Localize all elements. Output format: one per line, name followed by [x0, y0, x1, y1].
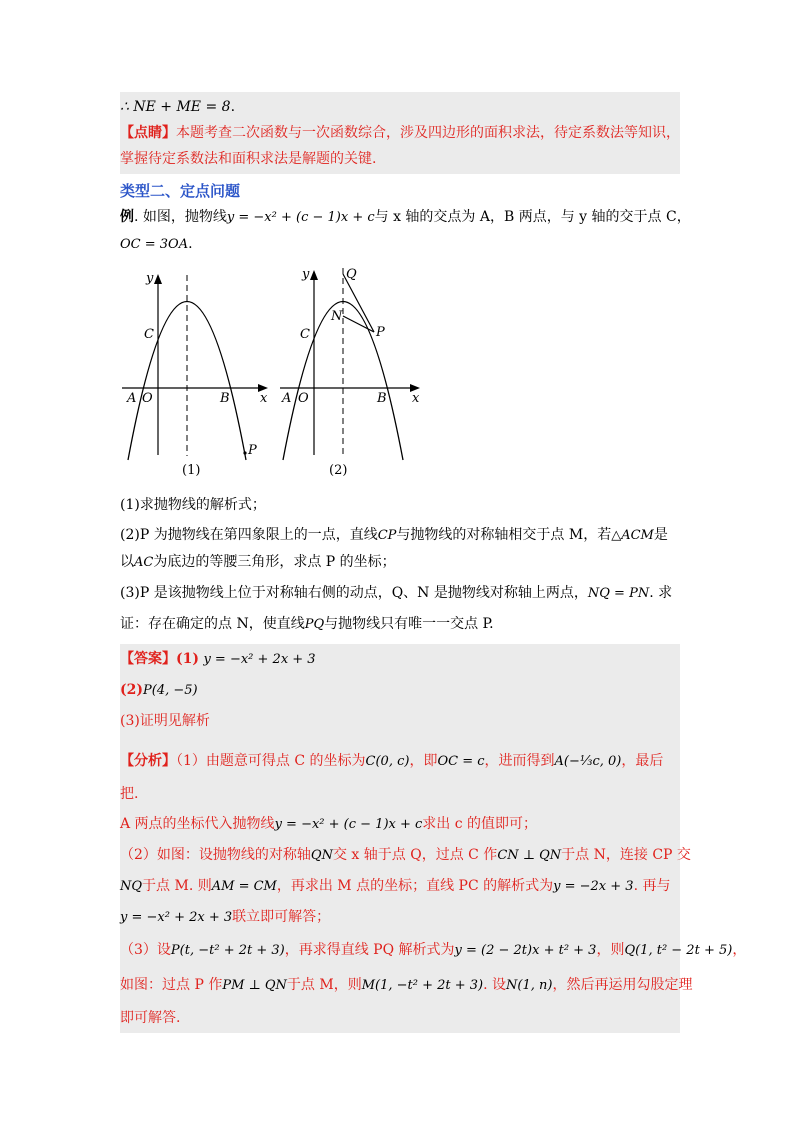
- answer-line-1: [120, 644, 680, 675]
- q2-acm: △ACM: [611, 528, 654, 543]
- fig1-label-p: P: [248, 443, 257, 458]
- analysis-p1-line-2: 把.: [120, 786, 139, 802]
- q3-pq: PQ: [304, 617, 325, 632]
- analysis-p2-d: 于点 M. 则: [142, 878, 212, 894]
- analysis-p3-d: ，: [732, 942, 747, 958]
- question-2-line-1: [120, 522, 680, 549]
- analysis-p1-a: （1）由题意可得点 C 的坐标为: [176, 753, 366, 769]
- example-text-b: 与 x 轴的交点为 A，B 两点，与 y 轴的交于点 C，: [374, 209, 691, 225]
- analysis-p2-a: （2）如图：设抛物线的对称轴: [120, 847, 311, 863]
- analysis-p2-line-1: [120, 840, 691, 871]
- q2-text-a: (2)P 为抛物线在第四象限上的一点，直线: [120, 527, 378, 543]
- analysis-am: AM = CM: [211, 879, 277, 894]
- fig1-y-arrow: [154, 274, 162, 284]
- conclusion-tail: .: [230, 99, 236, 115]
- example-line-2: [120, 231, 680, 258]
- comment-text-1: 本题考查二次函数与一次函数综合，涉及四边形的面积求法，待定系数法等知识，: [176, 125, 680, 141]
- analysis-p3-e: 如图：过点 P 作: [120, 977, 223, 993]
- analysis-p2-b: 交 x 轴于点 Q，过点 C 作: [332, 847, 498, 863]
- point-c: C(0, c): [365, 754, 410, 769]
- analysis-p3-a: （3）设: [120, 942, 171, 958]
- oc-eq: OC = c: [437, 754, 485, 769]
- analysis-p1-line-1: [120, 744, 680, 779]
- fig1-point-p: [243, 451, 246, 454]
- fig2-label-y: y: [302, 267, 310, 282]
- fig2-label-o: O: [298, 391, 309, 406]
- analysis-n-point: N(1, n): [506, 978, 553, 993]
- previous-solution-block: [120, 92, 680, 174]
- analysis-p1-b: ，即: [409, 753, 438, 769]
- fig2-label-p: P: [376, 325, 385, 340]
- analysis-p3-line-2: [120, 968, 693, 1003]
- analysis-parabola: y = −x² + (c − 1)x + c: [274, 817, 423, 832]
- section-heading: 类型二、定点问题: [120, 182, 241, 200]
- analysis-m-point: M(1, −t² + 2t + 3): [361, 978, 484, 993]
- fig1-label-x: x: [260, 391, 268, 406]
- analysis-parabola-2: y = −x² + 2x + 3: [120, 910, 233, 925]
- analysis-perp: CN ⊥ QN: [497, 848, 562, 863]
- analysis-qn: QN: [310, 848, 333, 863]
- analysis-p3-h: ，然后再运用勾股定理: [552, 977, 693, 993]
- fig2-label-q: Q: [346, 267, 357, 282]
- fig1-caption: (1): [182, 463, 201, 478]
- fig2-caption: (2): [329, 463, 348, 478]
- answer-1-label: (1): [176, 651, 199, 667]
- conclusion-line: [120, 94, 680, 120]
- worksheet-content: [120, 92, 747, 1033]
- q3-eq: NQ = PN: [587, 586, 650, 601]
- analysis-p2-line-3: [120, 902, 680, 933]
- q2-text-e: 为底边的等腰三角形，求点 P 的坐标；: [153, 554, 396, 570]
- figures: [120, 260, 680, 482]
- fig1-label-y: y: [146, 271, 154, 286]
- q2-text-b: 与抛物线的对称轴相交于点 M，若: [396, 527, 612, 543]
- answer-2-formula: P(4, −5): [143, 683, 198, 698]
- q2-cp: CP: [377, 528, 397, 543]
- point-a: A(−⅓c, 0): [554, 754, 622, 769]
- example-statement: [120, 204, 691, 258]
- question-3-line-1: [120, 576, 680, 611]
- example-line-2-tail: .: [188, 236, 193, 252]
- analysis-p2-e: ，再求出 M 点的坐标；直线 PC 的解析式为: [276, 878, 554, 894]
- analysis-p3-c: ，则: [596, 942, 625, 958]
- figure-2: [280, 267, 420, 478]
- fig2-label-x: x: [412, 391, 420, 406]
- figure-1: [122, 271, 268, 478]
- fig1-label-o: O: [142, 391, 153, 406]
- question-1: (1)求抛物线的解析式；: [120, 497, 266, 513]
- analysis-q-point: Q(1, t² − 2t + 5): [624, 943, 733, 958]
- example-line-1: [120, 204, 691, 231]
- analysis-p1-c: ，进而得到: [484, 753, 555, 769]
- question-3-line-2: [120, 611, 680, 638]
- q3-text-a: (3)P 是该抛物线上位于对称轴右侧的动点，Q、N 是抛物线对称轴上两点，: [120, 585, 588, 601]
- fig2-label-b: B: [377, 391, 387, 406]
- fig1-label-b: B: [220, 391, 230, 406]
- parabola-formula: y = −x² + (c − 1)x + c: [226, 210, 375, 225]
- figure-diagrams: [120, 260, 420, 482]
- fig2-y-arrow: [310, 270, 318, 280]
- example-text-a: . 如图，抛物线: [134, 209, 227, 225]
- analysis-p3-g: . 设: [483, 977, 507, 993]
- analysis-p1-f: 求出 c 的值即可；: [422, 816, 538, 832]
- analysis-p1-e: A 两点的坐标代入抛物线: [120, 816, 275, 832]
- fig2-label-a: A: [282, 391, 292, 406]
- analysis-tag: 【分析】: [120, 753, 176, 769]
- comment-line-1: [120, 120, 680, 146]
- answer-1-formula: y = −x² + 2x + 3: [203, 652, 316, 667]
- fig1-label-c: C: [144, 327, 154, 342]
- conclusion-formula: ∴ NE + ME = 8: [120, 99, 231, 115]
- q3-text-b: . 求: [649, 585, 673, 601]
- oc-condition: OC = 3OA: [120, 237, 189, 252]
- answer-2-label: (2): [120, 682, 143, 698]
- q2-text-c: 是: [653, 527, 668, 543]
- questions: [120, 488, 680, 638]
- answer-line-3: (3)证明见解析: [120, 713, 210, 729]
- analysis-pc: y = −2x + 3: [553, 879, 634, 894]
- fig2-label-n: N: [331, 309, 343, 324]
- comment-line-2: 掌握待定系数法和面积求法是解题的关键.: [120, 151, 377, 167]
- analysis-pm: PM ⊥ QN: [222, 978, 287, 993]
- q3-text-c: 证：存在确定的点 N，使直线: [120, 616, 305, 632]
- analysis-pq-line: y = (2 − 2t)x + t² + 3: [454, 943, 597, 958]
- q2-text-d: 以: [120, 554, 134, 570]
- analysis-p1-d: ，最后: [621, 753, 664, 769]
- analysis-p2-g: 联立即可解答；: [232, 909, 331, 925]
- fig1-label-a: A: [127, 391, 137, 406]
- analysis-p3-f: 于点 M，则: [286, 977, 362, 993]
- analysis-p2-line-2: [120, 871, 680, 902]
- analysis-p3-line-3: 即可解答.: [120, 1010, 181, 1026]
- answer-tag: 【答案】: [120, 651, 176, 667]
- example-label: 例: [120, 209, 134, 225]
- analysis-p-point: P(t, −t² + 2t + 3): [170, 943, 285, 958]
- answer-line-2: [120, 675, 680, 706]
- question-2-line-2: [120, 549, 680, 576]
- analysis-p1-line-3: [120, 809, 680, 840]
- q2-ac: AC: [134, 555, 154, 570]
- fig2-label-c: C: [300, 327, 310, 342]
- answer-block: [120, 644, 747, 1033]
- analysis-p2-c: 于点 N，连接 CP 交: [561, 847, 691, 863]
- comment-tag: 【点睛】: [120, 125, 176, 141]
- analysis-p2-f: . 再与: [633, 878, 671, 894]
- analysis-nq: NQ: [120, 879, 143, 894]
- analysis-p3-b: ，再求得直线 PQ 解析式为: [284, 942, 455, 958]
- q3-text-d: 与抛物线只有唯一一交点 P.: [324, 616, 494, 632]
- analysis-p3-line-1: [120, 933, 747, 968]
